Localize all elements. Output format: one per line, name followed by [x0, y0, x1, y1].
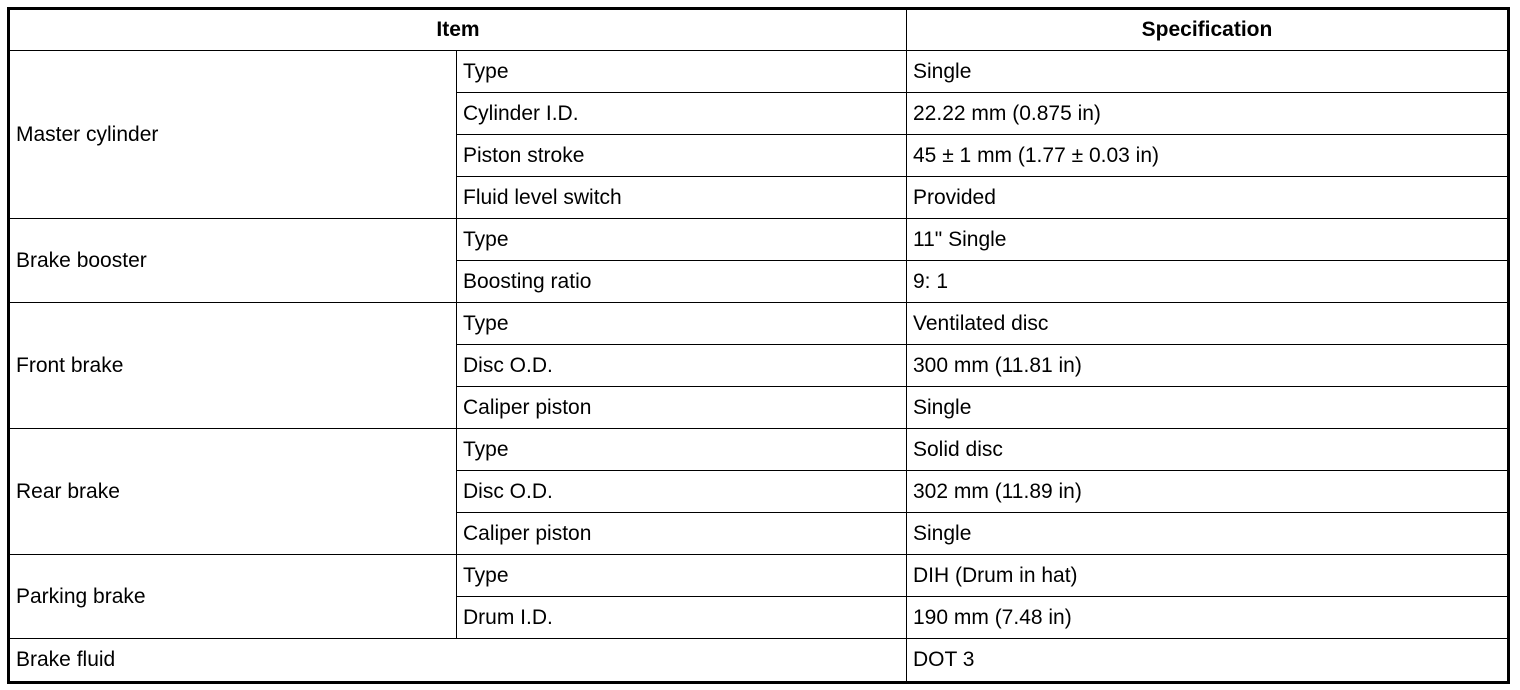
spec-value: 302 mm (11.89 in)	[907, 471, 1509, 513]
sub-item: Cylinder I.D.	[457, 93, 907, 135]
sub-item: Fluid level switch	[457, 177, 907, 219]
header-row	[9, 9, 1509, 51]
spec-value: DIH (Drum in hat)	[907, 555, 1509, 597]
sub-item: Type	[457, 219, 907, 261]
group-name: Parking brake	[9, 555, 457, 639]
table-row	[9, 555, 1509, 597]
sub-item: Piston stroke	[457, 135, 907, 177]
group-name: Front brake	[9, 303, 457, 429]
group-name: Brake booster	[9, 219, 457, 303]
sub-item: Caliper piston	[457, 387, 907, 429]
sub-item: Type	[457, 51, 907, 93]
spec-value: 9: 1	[907, 261, 1509, 303]
spec-value: Single	[907, 387, 1509, 429]
sub-item: Type	[457, 555, 907, 597]
sub-item: Disc O.D.	[457, 471, 907, 513]
header-item: Item	[9, 9, 907, 51]
group-name: Master cylinder	[9, 51, 457, 219]
spec-value: 300 mm (11.81 in)	[907, 345, 1509, 387]
spec-value: Ventilated disc	[907, 303, 1509, 345]
footer-item: Brake fluid	[9, 639, 907, 683]
spec-value: Provided	[907, 177, 1509, 219]
footer-spec: DOT 3	[907, 639, 1509, 683]
header-specification: Specification	[907, 9, 1509, 51]
spec-value: Single	[907, 51, 1509, 93]
sub-item: Type	[457, 303, 907, 345]
table-row	[9, 303, 1509, 345]
spec-value: Single	[907, 513, 1509, 555]
sub-item: Disc O.D.	[457, 345, 907, 387]
table-row	[9, 51, 1509, 93]
spec-value: 11" Single	[907, 219, 1509, 261]
spec-value: Solid disc	[907, 429, 1509, 471]
spec-value: 22.22 mm (0.875 in)	[907, 93, 1509, 135]
spec-value: 190 mm (7.48 in)	[907, 597, 1509, 639]
group-name: Rear brake	[9, 429, 457, 555]
table-row	[9, 639, 1509, 683]
spec-table	[7, 7, 1510, 684]
sub-item: Boosting ratio	[457, 261, 907, 303]
sub-item: Type	[457, 429, 907, 471]
spec-value: 45 ± 1 mm (1.77 ± 0.03 in)	[907, 135, 1509, 177]
sub-item: Drum I.D.	[457, 597, 907, 639]
sub-item: Caliper piston	[457, 513, 907, 555]
table-row	[9, 219, 1509, 261]
table-row	[9, 429, 1509, 471]
